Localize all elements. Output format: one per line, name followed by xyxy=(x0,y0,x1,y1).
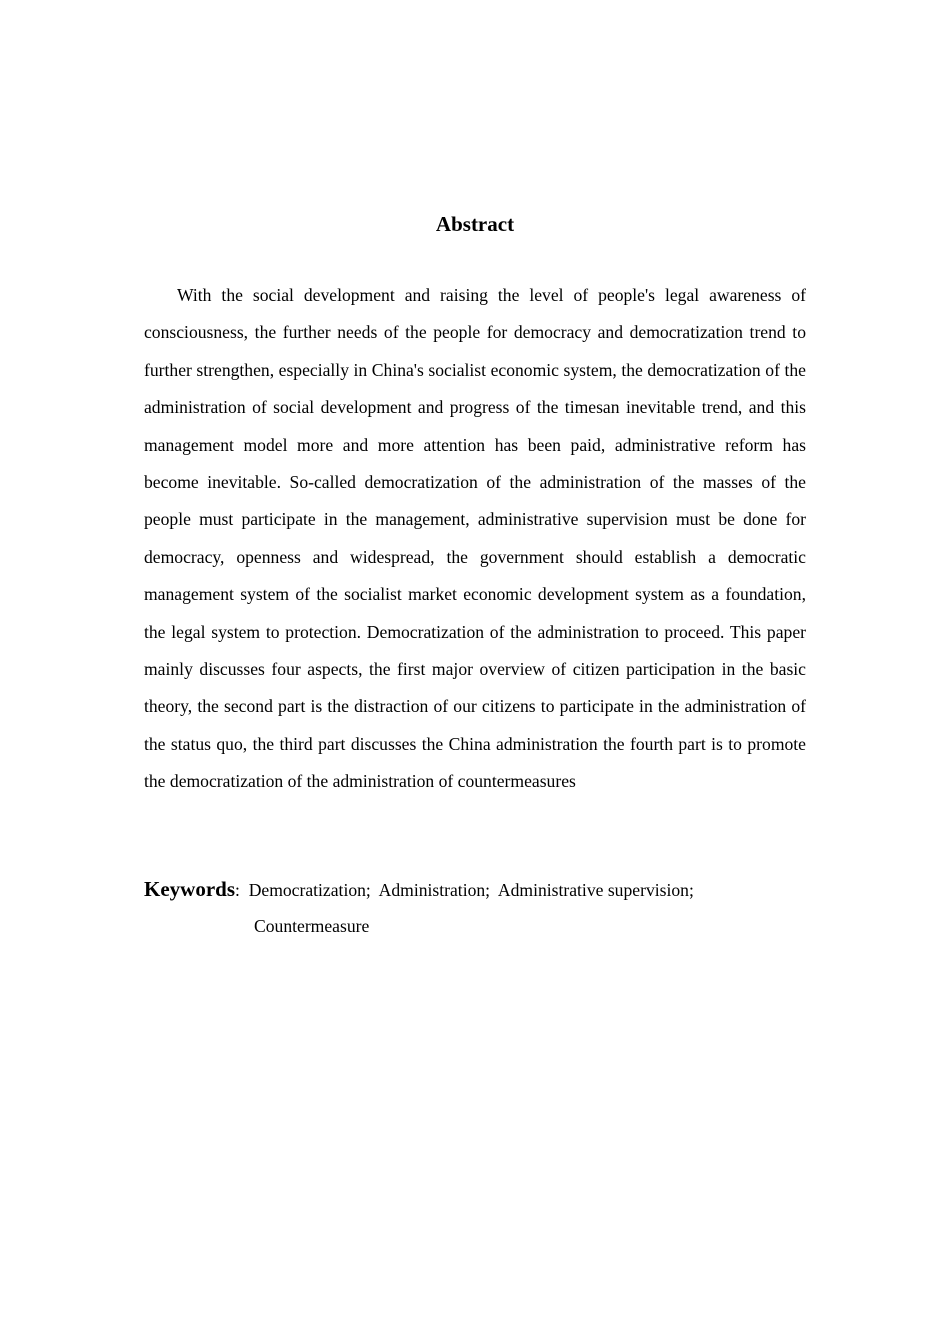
keywords-list-continued: Countermeasure xyxy=(254,916,370,936)
keywords-list: Democratization; Administration; Administrative supervision; xyxy=(248,880,694,900)
keywords-line-2 xyxy=(144,908,806,944)
keywords-separator: : xyxy=(235,880,240,900)
keywords-section xyxy=(144,871,806,944)
keywords-line-1 xyxy=(144,871,806,908)
abstract-body: With the social development and raising the level of people's legal awareness of consciousness, the further needs of the people for democracy and democratization trend to further strengthen, especially in China's socialist economic system, the democratization of the administration of social development and progress of the timesan inevitable trend, and this management model more and more attention has been paid, administrative reform has become inevitable. So-called democratization of the administration of the masses of the people must participate in the management, administrative supervision must be done for democracy, openness and widespread, the government should establish a democratic management system of the socialist market economic development system as a foundation, the legal system to protection. Democratization of the administration to proceed. This paper mainly discusses four aspects, the first major overview of citizen participation in the basic theory, the second part is the distraction of our citizens to participate in the administration of the status quo, the third part discusses the China administration the fourth part is to promote the democratization of the administration of countermeasures xyxy=(144,285,806,792)
abstract-title: Abstract xyxy=(435,212,515,236)
keywords-label: Keywords xyxy=(144,877,235,901)
